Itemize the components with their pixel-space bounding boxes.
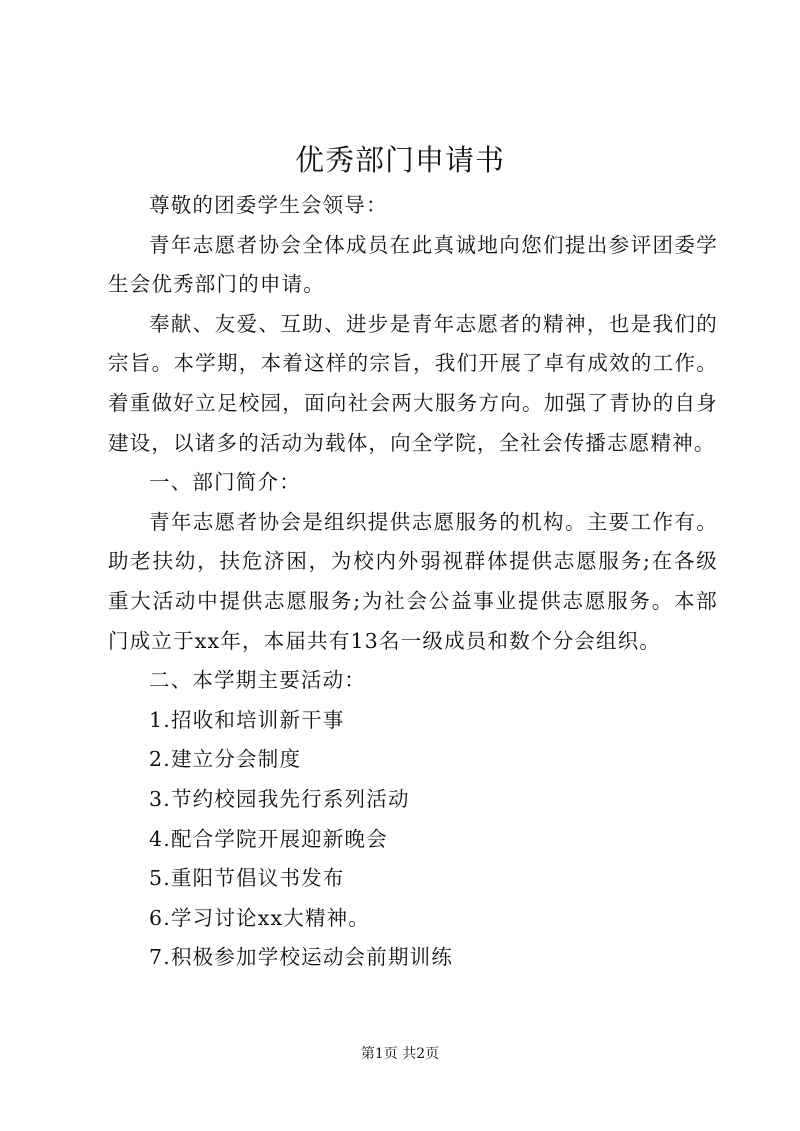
list-item: 5.重阳节倡议书发布 [149,866,345,891]
paragraph-purpose: 奉献、友爱、互助、进步是青年志愿者的精神，也是我们的宗旨。本学期，本着这样的宗旨，我们开展了卓有成效的工作。着重做好立足校园，面向社会两大服务方向。加强了青协的自身建设，以诸多的活动为载体，向全学院，全社会传播志愿精神。 [108,311,718,455]
section-heading-intro: 一、部门简介： [149,470,301,495]
list-item: 7.积极参加学校运动会前期训练 [149,945,454,970]
list-item: 6.学习讨论xx大精神。 [149,905,371,930]
salutation: 尊敬的团委学生会领导： [149,193,388,217]
list-item: 1.招收和培训新干事 [149,707,345,732]
list-item: 2.建立分会制度 [149,747,302,772]
section-intro-text: 青年志愿者协会是组织提供志愿服务的机构。主要工作有。助老扶幼，扶危济困，为校内外弱视群体提供志愿服务;在各级重大活动中提供志愿服务;为社会公益事业提供志愿服务。本部门成立于xx年，本届共有13名一级成员和数个分会组织。 [108,509,718,653]
list-item: 4.配合学院开展迎新晚会 [149,826,388,851]
document-title: 优秀部门申请书 [294,143,505,177]
list-item: 3.节约校园我先行系列活动 [149,786,410,811]
section-heading-activities: 二、本学期主要活动： [149,668,366,693]
page-footer: 第1页 共2页 [360,1046,440,1062]
paragraph-intro: 青年志愿者协会全体成员在此真诚地向您们提出参评团委学生会优秀部门的申请。 [108,232,718,297]
document-body [108,186,718,978]
